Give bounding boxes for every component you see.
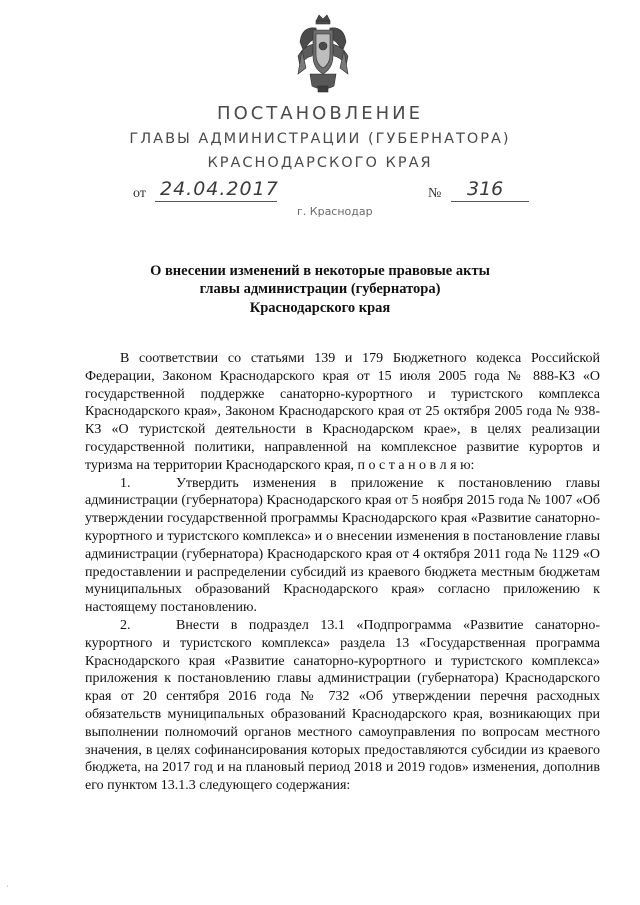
- scan-corner-mark: ʿ: [6, 884, 9, 894]
- number-prefix-label: №: [428, 186, 442, 201]
- document-title-line1: О внесении изменений в некоторые правовые акты: [150, 263, 490, 279]
- preamble-paragraph: В соответствии со статьями 139 и 179 Бюджетного кодекса Российской Федерации, Законом Краснодарского края от 15 июля 2005 года № 888-КЗ «О государственной поддержке санаторно-курортного и туристского комплекса Краснодарского края», Законом Краснодарского края от 25 октября 2005 года № 938-КЗ «О туристской деятельности в Краснодарском крае», в целях реализации государственной политики, направленной на комплексное развитие курортов и туризма на территории Краснодарского края, п о с т а н о в л я ю:: [85, 351, 600, 473]
- document-title-line3: Краснодарского края: [249, 300, 391, 316]
- number-underline: [451, 201, 529, 202]
- city-label: г. Краснодар: [297, 205, 373, 218]
- item-2-text: Внести в подраздел 13.1 «Подпрограмма «Развитие санаторно-курортного и туристского комплекса» раздела 13 «Государственная программа Краснодарского края «Развитие санаторно-курортного и туристского комплекса» приложения к постановлению главы администрации (губернатора) Краснодарского края от 20 сентября 2016 года № 732 «Об утверждении перечня расходных обязательств муниципальных образований Краснодарского края, возникающих при выполнении полномочий органов местного самоуправления по вопросам местного значения, в целях софинансирования которых предоставляются субсидии из краевого бюджета, на 2017 год и на плановый период 2018 и 2019 годов» изменения, дополнив его пунктом 13.1.3 следующего содержания:: [85, 617, 600, 794]
- document-title-line2: главы администрации (губернатора): [199, 281, 441, 297]
- handwritten-date: 24.04.2017: [160, 178, 279, 200]
- item-1-number: 1.: [120, 475, 131, 491]
- issuer-heading: ГЛАВЫ АДМИНИСТРАЦИИ (ГУБЕРНАТОРА): [129, 131, 511, 147]
- date-prefix-label: от: [133, 186, 146, 201]
- item-2-paragraph: [85, 617, 600, 795]
- item-2-number: 2.: [120, 617, 131, 633]
- handwritten-number: 316: [467, 178, 504, 200]
- date-underline: [155, 201, 277, 202]
- region-heading: КРАСНОДАРСКОГО КРАЯ: [207, 155, 433, 171]
- item-1-paragraph: [85, 475, 600, 617]
- coat-of-arms-emblem: [296, 12, 350, 96]
- document-body: [85, 350, 600, 795]
- item-1-text: Утвердить изменения в приложение к постановлению главы администрации (губернатора) Краснодарского края от 5 ноября 2015 года № 1007 «Об утверждении государственной программы Краснодарского края «Развитие санаторно-курортного и туристского комплекса» и о внесении изменения в постановление главы администрации (губернатора) Краснодарского края от 4 октября 2011 года № 1129 «О предоставлении и распределении субсидий из краевого бюджета местным бюджетам муниципальных образований Краснодарского края» согласно приложению к настоящему постановлению.: [85, 475, 600, 616]
- document-type-heading: ПОСТАНОВЛЕНИЕ: [217, 103, 423, 124]
